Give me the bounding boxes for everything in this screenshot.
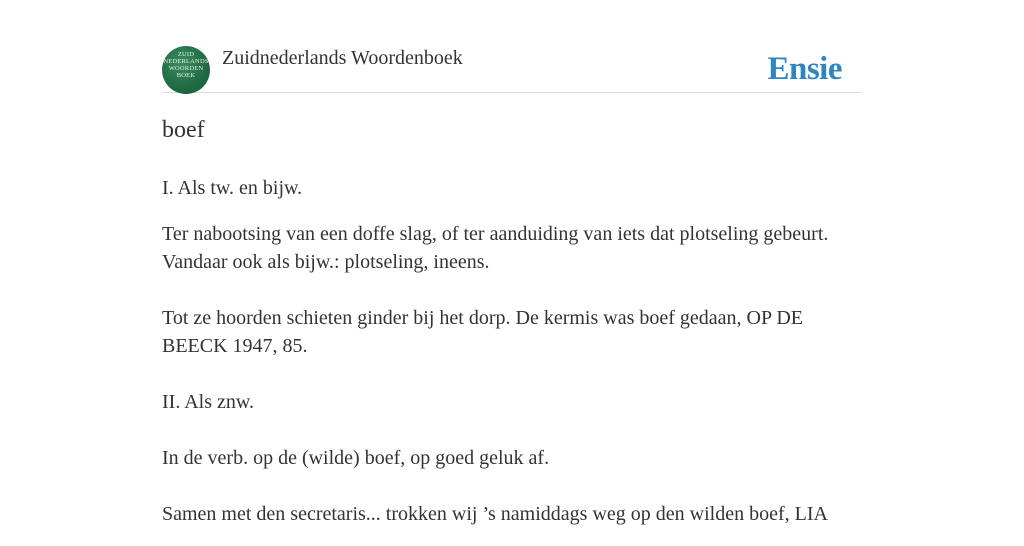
site-header: [162, 46, 862, 93]
entry-example: Tot ze hoorden schieten ginder bij het dorp. De kermis was boef gedaan, OP DE BEECK 1947, 85.: [162, 307, 804, 357]
entry-example-2: Samen met den secretaris... trokken wij ’s namiddags weg op den wilden boef, LIA: [162, 503, 828, 525]
entry-headword: boef: [162, 117, 205, 143]
entry-usage: In de verb. op de (wilde) boef, op goed geluk af.: [162, 447, 550, 469]
logo-text: ZUID NEDERLANDS WOORDEN BOEK: [163, 51, 209, 79]
entry-content: [162, 112, 862, 546]
dictionary-logo[interactable]: [162, 46, 210, 94]
entry-section-heading-1: I. Als tw. en bijw.: [162, 177, 303, 199]
entry-section-heading-2: II. Als znw.: [162, 391, 255, 413]
entry-definition: Ter nabootsing van een doffe slag, of ter aanduiding van iets dat plotseling gebeurt. Vandaar ook als bijw.: plotseling, ineens.: [162, 223, 829, 273]
site-title[interactable]: Zuidnederlands Woordenboek: [222, 47, 463, 69]
ensie-brand-logo[interactable]: Ensie: [767, 51, 842, 87]
